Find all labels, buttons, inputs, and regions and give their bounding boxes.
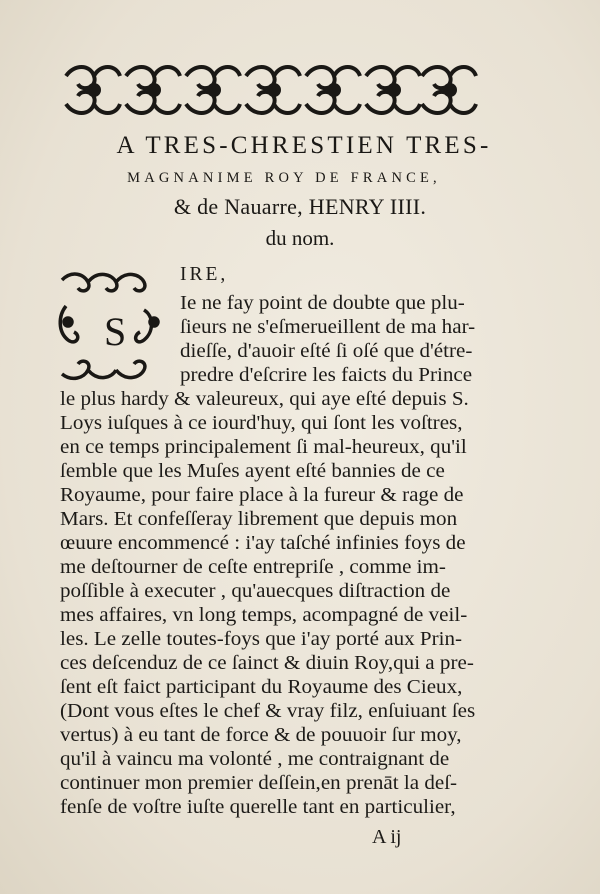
text-line: predre d'eſcrire les faicts du Prince <box>180 365 473 386</box>
text-line: Ie ne fay point de doubte que plu- <box>180 293 465 314</box>
text-line: ſent eſt faict participant du Royaume des Cieux, <box>60 677 463 698</box>
text-line: qu'il à vaincu ma volonté , me contraignant de <box>60 749 450 770</box>
text-line: me deſtourner de ceſte entrepriſe , comme im- <box>60 557 446 578</box>
text-line: en ce temps principalement ſi mal-heureux, qu'il <box>60 437 467 458</box>
text-line: continuer mon premier deſſein,en prenāt la deſ- <box>60 773 458 794</box>
text-line: les. Le zelle toutes-foys que i'ay porté aux Prin- <box>60 629 463 650</box>
ornament-band <box>60 62 480 118</box>
drop-cap-letter: S <box>104 309 127 354</box>
text-line: fenſe de voſtre iuſte querelle tant en particulier, <box>60 797 456 818</box>
text-line: (Dont vous eſtes le chef & vray filz, enſuiuant ſes <box>60 701 476 722</box>
text-line: dieſſe, d'auoir eſté ſi oſé que d'étre- <box>180 341 473 362</box>
text-line: ſieurs ne s'eſmerueillent de ma har- <box>180 317 476 338</box>
text-line: ces deſcenduz de ce ſainct & diuin Roy,qui a pre- <box>60 653 474 674</box>
text-line: Royaume, pour faire place à la fureur & rage de <box>60 485 464 506</box>
dedication-title-line-1: A TRES-CHRESTIEN TRES- <box>116 132 492 159</box>
text-line: poſſible à executer , qu'auecques diſtraction de <box>60 581 451 602</box>
text-line: Loys iuſques à ce iourd'huy, qui ſont les voſtres, <box>60 413 463 434</box>
text-line: œuure encommencé : i'ay taſché infinies foys de <box>60 533 466 554</box>
text-line: ſemble que les Muſes ayent eſté bannies de ce <box>60 461 445 482</box>
signature-mark: A ij <box>372 826 402 848</box>
dedication-title-line-2: MAGNANIME ROY DE FRANCE, <box>127 170 441 186</box>
text-line: vertus) à eu tant de force & de pouuoir ſur moy, <box>60 725 462 746</box>
text-line: Mars. Et confeſſeray librement que depuis mon <box>60 509 458 530</box>
text-line: mes affaires, vn long temps, acompagné de veil- <box>60 605 468 626</box>
dedication-title-line-3: & de Nauarre, HENRY IIII. <box>173 194 427 219</box>
dedication-title-line-4: du nom. <box>265 226 335 250</box>
text-line-opening: IRE, <box>180 264 229 285</box>
text-line: le plus hardy & valeureux, qui aye eſté depuis S. <box>60 389 469 410</box>
